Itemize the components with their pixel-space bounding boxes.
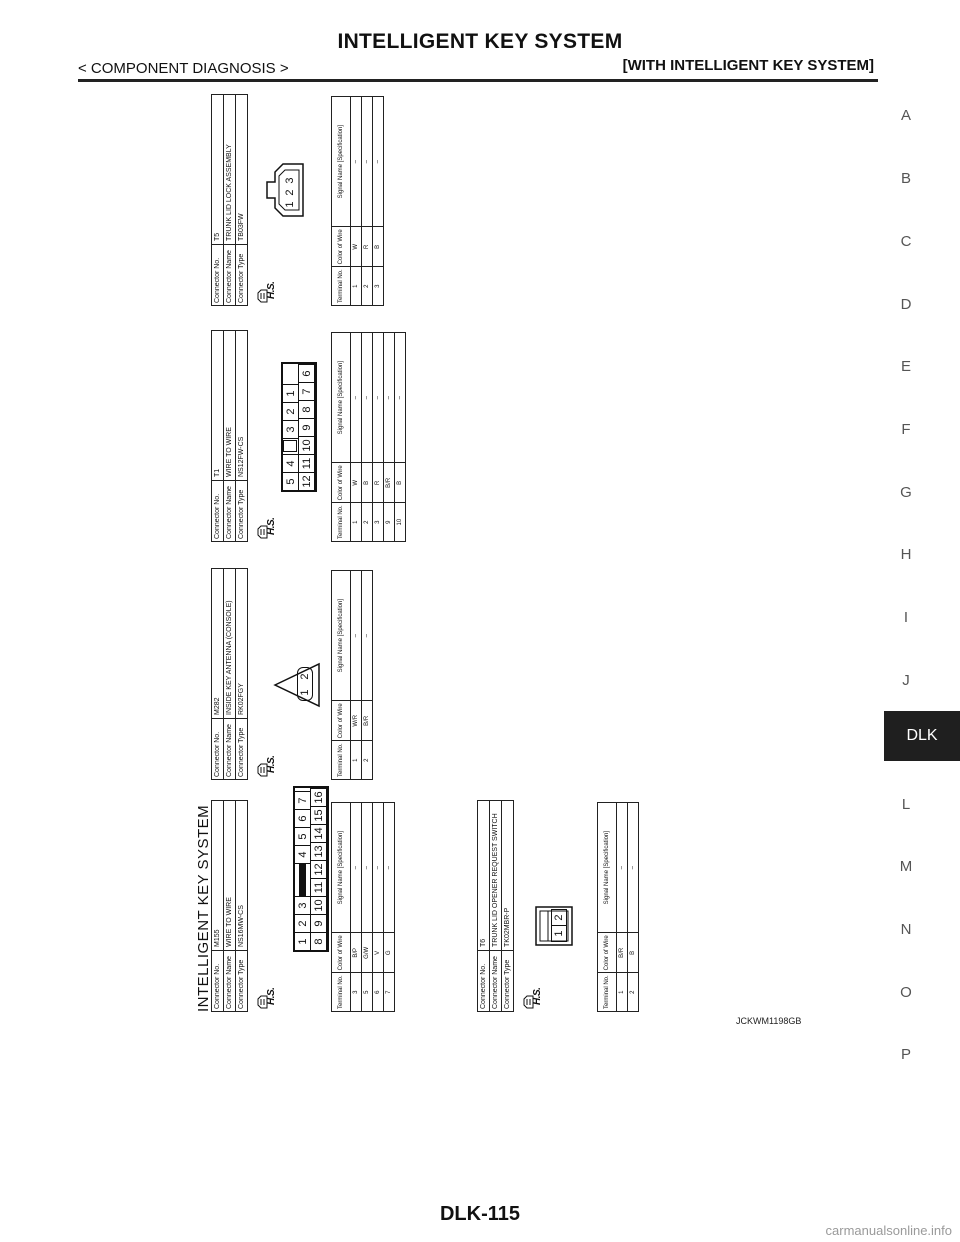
connector-info <box>211 568 248 780</box>
th-signal: Signal Name [Specification] <box>598 803 617 933</box>
connector-pin: 10 <box>298 436 315 455</box>
side-index-letter[interactable]: O <box>900 984 912 1001</box>
connector-pin: 6 <box>294 809 311 828</box>
info-key: Connector Name <box>490 950 501 1011</box>
cell-terminal: 6 <box>373 973 384 1012</box>
cell-color: B <box>628 933 639 973</box>
connector-name: WIRE TO WIRE <box>226 427 233 477</box>
cell-color: W/R <box>351 701 362 741</box>
table-row <box>373 333 384 542</box>
connector-face <box>281 362 317 492</box>
connector-type: TB03FW <box>238 213 245 241</box>
connector-pin: 5 <box>282 472 299 491</box>
side-index-letter[interactable]: E <box>900 358 911 375</box>
hs-label: H.S. <box>532 987 543 1005</box>
watermark: carmanualsonline.info <box>825 1223 952 1238</box>
side-index-letter[interactable]: F <box>901 421 911 438</box>
connector-pin: 1 <box>282 384 299 403</box>
th-color: Color of Wire <box>332 227 351 267</box>
connector-face <box>293 786 329 952</box>
connector-pin: 1 <box>294 932 311 951</box>
connector-no: M155 <box>214 929 221 947</box>
info-key: Connector Name <box>224 480 235 541</box>
cell-terminal: 1 <box>351 741 362 780</box>
terminal-table <box>331 570 373 780</box>
cell-signal: – <box>373 803 384 933</box>
hs-label: H.S. <box>266 755 277 773</box>
cell-terminal: 2 <box>362 503 373 542</box>
connector-diagram <box>195 92 835 1012</box>
connector-pins <box>283 174 297 210</box>
th-terminal: Terminal No. <box>332 741 351 780</box>
cell-terminal: 5 <box>362 973 373 1012</box>
connector-pin: 10 <box>310 896 327 915</box>
th-signal: Signal Name [Specification] <box>332 571 351 701</box>
connector-type: TK02MBR-P <box>504 907 511 947</box>
connector-pin: 14 <box>310 824 327 843</box>
cell-terminal: 10 <box>395 503 406 542</box>
connector-face <box>263 160 305 220</box>
th-color: Color of Wire <box>598 933 617 973</box>
connector-name: TRUNK LID OPENER REQUEST SWITCH <box>492 813 499 947</box>
table-row <box>373 97 384 306</box>
diagram-title: INTELLIGENT KEY SYSTEM <box>195 804 212 1012</box>
cell-signal: – <box>362 97 373 227</box>
cell-color: B <box>395 463 406 503</box>
connector-pin: 2 <box>294 914 311 933</box>
connector-pin: 2 <box>551 909 567 926</box>
side-index-letter[interactable]: H <box>900 546 912 563</box>
connector-pins <box>552 909 567 941</box>
section-label: < COMPONENT DIAGNOSIS > <box>78 60 289 77</box>
info-key: Connector No. <box>212 480 223 541</box>
th-signal: Signal Name [Specification] <box>332 803 351 933</box>
connector-pin: 11 <box>310 878 327 897</box>
info-key: Connector Type <box>236 950 247 1011</box>
cell-signal: – <box>362 803 373 933</box>
table-row <box>395 333 406 542</box>
connector-name: INSIDE KEY ANTENNA (CONSOLE) <box>226 600 233 715</box>
connector-pin: 8 <box>310 932 327 951</box>
cell-signal: – <box>628 803 639 933</box>
connector-info <box>211 800 248 1012</box>
cell-color: G <box>384 933 395 973</box>
table-row <box>351 333 362 542</box>
connector-info <box>477 800 514 1012</box>
variant-label: [WITH INTELLIGENT KEY SYSTEM] <box>622 57 874 74</box>
side-index-letter[interactable]: J <box>902 672 910 689</box>
figure-code: JCKWM1198GB <box>736 1016 802 1026</box>
th-signal: Signal Name [Specification] <box>332 97 351 227</box>
cell-signal: – <box>384 333 395 463</box>
th-terminal: Terminal No. <box>332 503 351 542</box>
side-index-letter[interactable]: P <box>900 1046 911 1063</box>
hs-label: H.S. <box>266 517 277 535</box>
table-row <box>362 333 373 542</box>
cell-signal: – <box>362 333 373 463</box>
table-row <box>351 803 362 1012</box>
connector-pin: 2 <box>283 189 296 196</box>
hs-label: H.S. <box>266 281 277 299</box>
cell-signal: – <box>373 97 384 227</box>
cell-color: B/R <box>617 933 628 973</box>
connector-type: RK02FGY <box>238 683 245 715</box>
connector-name: TRUNK LID LOCK ASSEMBLY <box>226 144 233 241</box>
connector-pin: 13 <box>310 842 327 861</box>
connector-no: T1 <box>214 468 221 477</box>
cell-color: R <box>373 463 384 503</box>
side-index-letter[interactable]: G <box>900 484 912 501</box>
harness-side-icon <box>255 514 283 540</box>
th-color: Color of Wire <box>332 701 351 741</box>
connector-no: T5 <box>214 232 221 241</box>
table-row <box>351 571 362 780</box>
th-terminal: Terminal No. <box>598 973 617 1012</box>
connector-pin: 6 <box>298 364 315 383</box>
connector-face <box>535 906 573 946</box>
cell-signal: – <box>351 333 362 463</box>
connector-pin: 12 <box>310 860 327 879</box>
connector-pin: 7 <box>298 382 315 401</box>
info-key: Connector No. <box>212 950 223 1011</box>
cell-color: B/P <box>351 933 362 973</box>
cell-signal: – <box>384 803 395 933</box>
connector-pin: 11 <box>298 454 315 473</box>
info-key: Connector Name <box>224 950 235 1011</box>
th-signal: Signal Name [Specification] <box>332 333 351 463</box>
connector-pin: 9 <box>298 418 315 437</box>
connector-no: M282 <box>214 697 221 715</box>
info-key: Connector Name <box>224 718 235 779</box>
cell-color: R <box>362 227 373 267</box>
table-row <box>351 97 362 306</box>
th-terminal: Terminal No. <box>332 267 351 306</box>
info-key: Connector Type <box>236 480 247 541</box>
side-index-letter[interactable]: M <box>899 858 913 875</box>
side-index-letter[interactable]: C <box>900 233 912 250</box>
connector-pin: 2 <box>282 402 299 421</box>
cell-terminal: 2 <box>628 973 639 1012</box>
info-key: Connector Type <box>236 244 247 305</box>
terminal-table <box>331 96 384 306</box>
connector-pin: 1 <box>551 925 567 942</box>
connector-pin: 2 <box>298 673 311 680</box>
cell-signal: – <box>395 333 406 463</box>
connector-no: T6 <box>480 938 487 947</box>
cell-terminal: 3 <box>373 267 384 306</box>
connector-pin: 9 <box>310 914 327 933</box>
cell-terminal: 7 <box>384 973 395 1012</box>
connector-pin: 4 <box>294 845 311 864</box>
th-terminal: Terminal No. <box>332 973 351 1012</box>
table-row <box>362 803 373 1012</box>
cell-color: B/R <box>362 701 373 741</box>
connector-info <box>211 94 248 306</box>
side-index-active-tab[interactable]: DLK <box>884 711 960 761</box>
info-key: Connector No. <box>212 718 223 779</box>
connector-type: NS12FW-CS <box>238 436 245 477</box>
connector-pin: 5 <box>294 827 311 846</box>
cell-color: G/W <box>362 933 373 973</box>
table-row <box>373 803 384 1012</box>
side-index-letter[interactable]: L <box>901 796 911 813</box>
harness-side-icon <box>521 984 549 1010</box>
table-row <box>628 803 639 1012</box>
table-row <box>362 97 373 306</box>
cell-terminal: 2 <box>362 741 373 780</box>
th-color: Color of Wire <box>332 463 351 503</box>
terminal-table <box>331 802 395 1012</box>
th-color: Color of Wire <box>332 933 351 973</box>
connector-pin: 3 <box>294 896 311 915</box>
connector-pin: 16 <box>310 788 327 807</box>
side-index-letter[interactable]: D <box>900 296 912 313</box>
connector-face <box>273 662 321 708</box>
connector-pins <box>297 667 313 701</box>
harness-side-icon <box>255 752 283 778</box>
cell-signal: – <box>617 803 628 933</box>
cell-color: B <box>362 463 373 503</box>
connector-pin: 15 <box>310 806 327 825</box>
hs-label: H.S. <box>266 987 277 1005</box>
cell-terminal: 3 <box>373 503 384 542</box>
cell-terminal: 2 <box>362 267 373 306</box>
connector-pin: 3 <box>282 420 299 439</box>
info-key: Connector Type <box>236 718 247 779</box>
side-index-letter[interactable]: B <box>900 170 911 187</box>
connector-pin-blank <box>282 438 297 455</box>
table-row <box>617 803 628 1012</box>
connector-key <box>299 863 306 897</box>
table-row <box>384 333 395 542</box>
connector-pin: 1 <box>283 201 296 208</box>
cell-color: B <box>373 227 384 267</box>
connector-pin: 4 <box>282 454 299 473</box>
cell-signal: – <box>351 97 362 227</box>
page-title: INTELLIGENT KEY SYSTEM <box>337 30 623 53</box>
cell-terminal: 9 <box>384 503 395 542</box>
side-index-letter[interactable]: I <box>903 609 909 626</box>
info-key: Connector No. <box>478 950 489 1011</box>
connector-name: WIRE TO WIRE <box>226 897 233 947</box>
info-key: Connector No. <box>212 244 223 305</box>
connector-type: NS16MW-CS <box>238 905 245 947</box>
cell-signal: – <box>351 571 362 701</box>
harness-side-icon <box>255 278 283 304</box>
cell-signal: – <box>362 571 373 701</box>
terminal-table <box>331 332 406 542</box>
cell-terminal: 1 <box>617 973 628 1012</box>
connector-pin: 8 <box>298 400 315 419</box>
connector-info <box>211 330 248 542</box>
info-key: Connector Type <box>502 950 513 1011</box>
connector-pin: 1 <box>298 689 311 696</box>
cell-terminal: 1 <box>351 267 362 306</box>
page-number: DLK-115 <box>439 1203 521 1225</box>
cell-color: B/R <box>384 463 395 503</box>
connector-pin: 12 <box>298 472 315 491</box>
table-row <box>384 803 395 1012</box>
cell-signal: – <box>351 803 362 933</box>
terminal-table <box>597 802 639 1012</box>
connector-pin: 7 <box>294 791 311 810</box>
cell-terminal: 1 <box>351 503 362 542</box>
cell-terminal: 3 <box>351 973 362 1012</box>
side-index-letter[interactable]: A <box>900 107 911 124</box>
connector-pin: 3 <box>283 177 296 184</box>
cell-color: W <box>351 463 362 503</box>
harness-side-icon <box>255 984 283 1010</box>
info-key: Connector Name <box>224 244 235 305</box>
cell-signal: – <box>373 333 384 463</box>
cell-color: W <box>351 227 362 267</box>
table-row <box>362 571 373 780</box>
header-rule <box>78 79 878 82</box>
cell-color: V <box>373 933 384 973</box>
side-index-letter[interactable]: N <box>900 921 912 938</box>
